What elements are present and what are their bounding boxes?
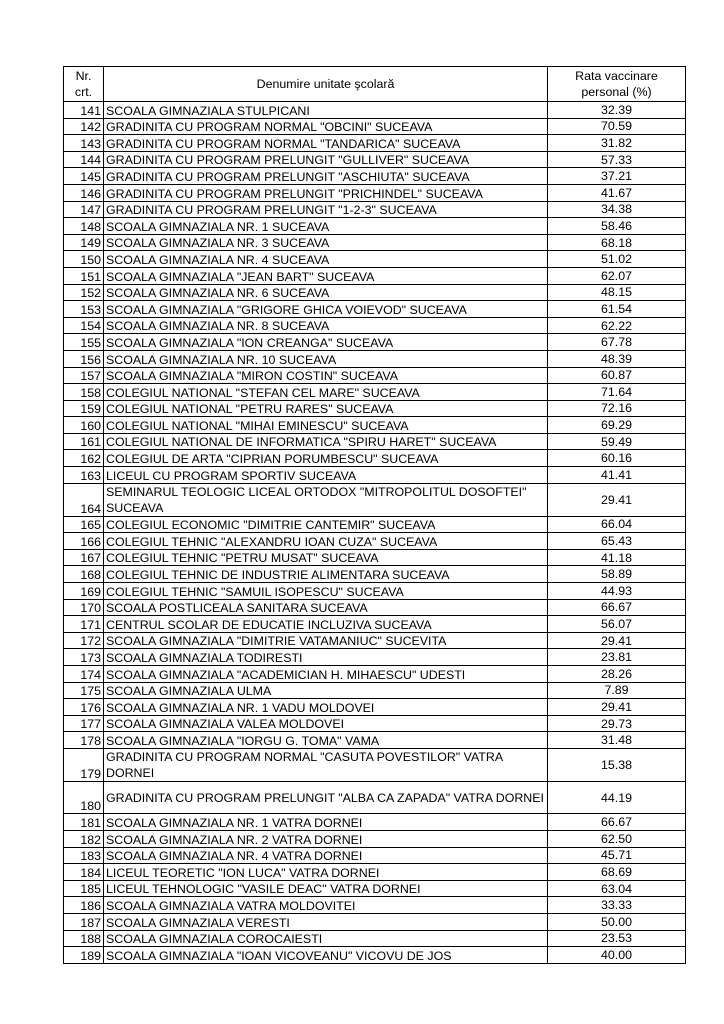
school-name: LICEUL CU PROGRAM SPORTIV SUCEAVA bbox=[104, 467, 548, 484]
school-name: SCOALA GIMNAZIALA NR. 1 VADU MOLDOVEI bbox=[104, 699, 548, 716]
row-number: 172 bbox=[64, 632, 104, 649]
school-name: GRADINITA CU PROGRAM NORMAL "TANDARICA" SUCEAVA bbox=[104, 135, 548, 152]
school-name: COLEGIUL NATIONAL "STEFAN CEL MARE" SUCEAVA bbox=[104, 384, 548, 401]
table-row bbox=[64, 682, 686, 699]
vaccination-rate: 33.33 bbox=[548, 897, 686, 914]
row-number: 150 bbox=[64, 251, 104, 268]
row-number: 186 bbox=[64, 897, 104, 914]
school-name: SCOALA GIMNAZIALA NR. 6 SUCEAVA bbox=[104, 284, 548, 301]
school-name: SCOALA GIMNAZIALA VATRA MOLDOVITEI bbox=[104, 897, 548, 914]
vaccination-rate: 23.53 bbox=[548, 930, 686, 947]
vaccination-rate: 61.54 bbox=[548, 301, 686, 318]
row-number: 176 bbox=[64, 699, 104, 716]
school-name: SCOALA GIMNAZIALA "IORGU G. TOMA" VAMA bbox=[104, 732, 548, 749]
vaccination-rate: 56.07 bbox=[548, 616, 686, 633]
vaccination-rate: 29.41 bbox=[548, 632, 686, 649]
row-number: 168 bbox=[64, 566, 104, 583]
school-name: LICEUL TEORETIC "ION LUCA" VATRA DORNEI bbox=[104, 864, 548, 881]
vaccination-rate: 72.16 bbox=[548, 400, 686, 417]
row-number: 164 bbox=[64, 483, 104, 516]
vaccination-rate: 66.67 bbox=[548, 599, 686, 616]
row-number: 184 bbox=[64, 864, 104, 881]
school-name: COLEGIUL TEHNIC "SAMUIL ISOPESCU" SUCEAVA bbox=[104, 583, 548, 600]
table-row bbox=[64, 251, 686, 268]
header-vaccination-rate: Rata vaccinare personal (%) bbox=[548, 67, 686, 102]
table-row bbox=[64, 102, 686, 119]
school-name: SCOALA GIMNAZIALA NR. 10 SUCEAVA bbox=[104, 350, 548, 367]
vaccination-rate: 59.49 bbox=[548, 433, 686, 450]
row-number: 149 bbox=[64, 234, 104, 251]
vaccination-rate: 70.59 bbox=[548, 118, 686, 135]
school-name: SCOALA GIMNAZIALA TODIRESTI bbox=[104, 649, 548, 666]
vaccination-rate: 34.38 bbox=[548, 201, 686, 218]
school-name: SCOALA GIMNAZIALA ULMA bbox=[104, 682, 548, 699]
table-row bbox=[64, 417, 686, 434]
school-name: GRADINITA CU PROGRAM PRELUNGIT "PRICHINDEL" SUCEAVA bbox=[104, 184, 548, 201]
vaccination-rate: 41.67 bbox=[548, 184, 686, 201]
table-row bbox=[64, 549, 686, 566]
vaccination-rate: 48.15 bbox=[548, 284, 686, 301]
row-number: 157 bbox=[64, 367, 104, 384]
row-number: 182 bbox=[64, 831, 104, 848]
table-row bbox=[64, 864, 686, 881]
table-row bbox=[64, 450, 686, 467]
row-number: 141 bbox=[64, 102, 104, 119]
row-number: 174 bbox=[64, 666, 104, 683]
vaccination-rate: 31.82 bbox=[548, 135, 686, 152]
vaccination-rate: 63.04 bbox=[548, 880, 686, 897]
vaccination-rate: 44.19 bbox=[548, 781, 686, 814]
vaccination-rate: 62.50 bbox=[548, 831, 686, 848]
vaccination-rate: 60.16 bbox=[548, 450, 686, 467]
vaccination-rate: 29.41 bbox=[548, 699, 686, 716]
vaccination-rate: 41.41 bbox=[548, 467, 686, 484]
school-name: GRADINITA CU PROGRAM NORMAL "OBCINI" SUCEAVA bbox=[104, 118, 548, 135]
vaccination-rate: 60.87 bbox=[548, 367, 686, 384]
school-name: COLEGIUL NATIONAL "PETRU RARES" SUCEAVA bbox=[104, 400, 548, 417]
row-number: 181 bbox=[64, 814, 104, 831]
table-row bbox=[64, 666, 686, 683]
school-name: SCOALA GIMNAZIALA "ION CREANGA" SUCEAVA bbox=[104, 334, 548, 351]
school-name: SCOALA GIMNAZIALA STULPICANI bbox=[104, 102, 548, 119]
vaccination-rate: 65.43 bbox=[548, 533, 686, 550]
row-number: 152 bbox=[64, 284, 104, 301]
table-row bbox=[64, 218, 686, 235]
row-number: 175 bbox=[64, 682, 104, 699]
row-number: 151 bbox=[64, 267, 104, 284]
vaccination-rate: 62.22 bbox=[548, 317, 686, 334]
table-row bbox=[64, 267, 686, 284]
school-name: COLEGIUL DE ARTA "CIPRIAN PORUMBESCU" SUCEAVA bbox=[104, 450, 548, 467]
school-name: COLEGIUL ECONOMIC "DIMITRIE CANTEMIR" SUCEAVA bbox=[104, 516, 548, 533]
row-number: 177 bbox=[64, 715, 104, 732]
table-row bbox=[64, 135, 686, 152]
row-number: 171 bbox=[64, 616, 104, 633]
table-row bbox=[64, 781, 686, 814]
vaccination-rate: 28.26 bbox=[548, 666, 686, 683]
vaccination-rate: 31.48 bbox=[548, 732, 686, 749]
table-row bbox=[64, 467, 686, 484]
school-name: GRADINITA CU PROGRAM PRELUNGIT "GULLIVER" SUCEAVA bbox=[104, 151, 548, 168]
vaccination-rate: 68.18 bbox=[548, 234, 686, 251]
table-row bbox=[64, 184, 686, 201]
row-number: 187 bbox=[64, 914, 104, 931]
table-row bbox=[64, 516, 686, 533]
table-row bbox=[64, 533, 686, 550]
vaccination-rate: 68.69 bbox=[548, 864, 686, 881]
row-number: 155 bbox=[64, 334, 104, 351]
table-header-row bbox=[64, 67, 686, 102]
table-row bbox=[64, 930, 686, 947]
row-number: 148 bbox=[64, 218, 104, 235]
vaccination-rate: 44.93 bbox=[548, 583, 686, 600]
vaccination-rate: 58.89 bbox=[548, 566, 686, 583]
table-row bbox=[64, 566, 686, 583]
row-number: 167 bbox=[64, 549, 104, 566]
row-number: 163 bbox=[64, 467, 104, 484]
vaccination-rate: 29.73 bbox=[548, 715, 686, 732]
school-name: SCOALA GIMNAZIALA VERESTI bbox=[104, 914, 548, 931]
table-row bbox=[64, 384, 686, 401]
row-number: 183 bbox=[64, 847, 104, 864]
school-name: GRADINITA CU PROGRAM NORMAL "CASUTA POVESTILOR" VATRA DORNEI bbox=[104, 748, 548, 781]
school-name: LICEUL TEHNOLOGIC "VASILE DEAC" VATRA DORNEI bbox=[104, 880, 548, 897]
table-row bbox=[64, 151, 686, 168]
row-number: 161 bbox=[64, 433, 104, 450]
school-name: SCOALA GIMNAZIALA "JEAN BART" SUCEAVA bbox=[104, 267, 548, 284]
school-name: SCOALA GIMNAZIALA COROCAIESTI bbox=[104, 930, 548, 947]
row-number: 185 bbox=[64, 880, 104, 897]
row-number: 180 bbox=[64, 781, 104, 814]
table-row bbox=[64, 831, 686, 848]
school-name: SCOALA GIMNAZIALA "ACADEMICIAN H. MIHAESCU" UDESTI bbox=[104, 666, 548, 683]
table-row bbox=[64, 599, 686, 616]
table-row bbox=[64, 748, 686, 781]
school-name: GRADINITA CU PROGRAM PRELUNGIT "1-2-3" SUCEAVA bbox=[104, 201, 548, 218]
school-name: SCOALA GIMNAZIALA NR. 1 VATRA DORNEI bbox=[104, 814, 548, 831]
row-number: 147 bbox=[64, 201, 104, 218]
vaccination-rate: 51.02 bbox=[548, 251, 686, 268]
vaccination-rate: 23.81 bbox=[548, 649, 686, 666]
row-number: 178 bbox=[64, 732, 104, 749]
row-number: 145 bbox=[64, 168, 104, 185]
school-name: GRADINITA CU PROGRAM PRELUNGIT "ALBA CA ZAPADA" VATRA DORNEI bbox=[104, 781, 548, 814]
row-number: 169 bbox=[64, 583, 104, 600]
row-number: 159 bbox=[64, 400, 104, 417]
school-name: COLEGIUL TEHNIC "PETRU MUSAT" SUCEAVA bbox=[104, 549, 548, 566]
row-number: 179 bbox=[64, 748, 104, 781]
school-name: SCOALA GIMNAZIALA NR. 4 VATRA DORNEI bbox=[104, 847, 548, 864]
vaccination-rate: 67.78 bbox=[548, 334, 686, 351]
table-row bbox=[64, 301, 686, 318]
table-row bbox=[64, 284, 686, 301]
row-number: 143 bbox=[64, 135, 104, 152]
vaccination-rate: 48.39 bbox=[548, 350, 686, 367]
table-row bbox=[64, 732, 686, 749]
header-school-name: Denumire unitate şcolară bbox=[104, 67, 548, 102]
row-number: 142 bbox=[64, 118, 104, 135]
vaccination-rate: 37.21 bbox=[548, 168, 686, 185]
school-name: CENTRUL SCOLAR DE EDUCATIE INCLUZIVA SUCEAVA bbox=[104, 616, 548, 633]
vaccination-rate: 58.46 bbox=[548, 218, 686, 235]
vaccination-rate: 41.18 bbox=[548, 549, 686, 566]
school-name: COLEGIUL NATIONAL DE INFORMATICA "SPIRU HARET" SUCEAVA bbox=[104, 433, 548, 450]
school-name: SCOALA GIMNAZIALA "IOAN VICOVEANU" VICOVU DE JOS bbox=[104, 947, 548, 964]
vaccination-rate: 32.39 bbox=[548, 102, 686, 119]
vaccination-rate: 66.67 bbox=[548, 814, 686, 831]
table-row bbox=[64, 847, 686, 864]
row-number: 166 bbox=[64, 533, 104, 550]
vaccination-rate: 66.04 bbox=[548, 516, 686, 533]
table-row bbox=[64, 897, 686, 914]
vaccination-rate: 62.07 bbox=[548, 267, 686, 284]
table-row bbox=[64, 947, 686, 964]
school-name: SCOALA GIMNAZIALA NR. 4 SUCEAVA bbox=[104, 251, 548, 268]
row-number: 156 bbox=[64, 350, 104, 367]
vaccination-rate: 57.33 bbox=[548, 151, 686, 168]
table-row bbox=[64, 118, 686, 135]
table-body bbox=[64, 102, 686, 964]
table-row bbox=[64, 334, 686, 351]
school-name: COLEGIUL TEHNIC "ALEXANDRU IOAN CUZA" SUCEAVA bbox=[104, 533, 548, 550]
school-name: SCOALA GIMNAZIALA VALEA MOLDOVEI bbox=[104, 715, 548, 732]
row-number: 144 bbox=[64, 151, 104, 168]
table-row bbox=[64, 814, 686, 831]
table-row bbox=[64, 201, 686, 218]
header-nr-crt: Nr. crt. bbox=[64, 67, 104, 102]
table-row bbox=[64, 914, 686, 931]
vaccination-rate: 40.00 bbox=[548, 947, 686, 964]
school-name: SCOALA GIMNAZIALA "MIRON COSTIN" SUCEAVA bbox=[104, 367, 548, 384]
row-number: 146 bbox=[64, 184, 104, 201]
school-name: SCOALA GIMNAZIALA NR. 1 SUCEAVA bbox=[104, 218, 548, 235]
table-row bbox=[64, 433, 686, 450]
vaccination-rate: 69.29 bbox=[548, 417, 686, 434]
school-name: SCOALA GIMNAZIALA NR. 8 SUCEAVA bbox=[104, 317, 548, 334]
school-name: SCOALA POSTLICEALA SANITARA SUCEAVA bbox=[104, 599, 548, 616]
table-row bbox=[64, 400, 686, 417]
vaccination-rate-table bbox=[63, 66, 686, 964]
row-number: 158 bbox=[64, 384, 104, 401]
school-name: SCOALA GIMNAZIALA NR. 2 VATRA DORNEI bbox=[104, 831, 548, 848]
vaccination-rate: 45.71 bbox=[548, 847, 686, 864]
table-row bbox=[64, 880, 686, 897]
row-number: 188 bbox=[64, 930, 104, 947]
table-row bbox=[64, 234, 686, 251]
vaccination-rate: 50.00 bbox=[548, 914, 686, 931]
table-row bbox=[64, 168, 686, 185]
school-name: SCOALA GIMNAZIALA NR. 3 SUCEAVA bbox=[104, 234, 548, 251]
table-row bbox=[64, 632, 686, 649]
vaccination-rate: 15.38 bbox=[548, 748, 686, 781]
school-name: GRADINITA CU PROGRAM PRELUNGIT "ASCHIUTA" SUCEAVA bbox=[104, 168, 548, 185]
table-row bbox=[64, 583, 686, 600]
row-number: 162 bbox=[64, 450, 104, 467]
row-number: 189 bbox=[64, 947, 104, 964]
school-name: SEMINARUL TEOLOGIC LICEAL ORTODOX "MITROPOLITUL DOSOFTEI" SUCEAVA bbox=[104, 483, 548, 516]
vaccination-rate: 71.64 bbox=[548, 384, 686, 401]
school-name: COLEGIUL TEHNIC DE INDUSTRIE ALIMENTARA SUCEAVA bbox=[104, 566, 548, 583]
table-row bbox=[64, 649, 686, 666]
table-row bbox=[64, 350, 686, 367]
table-row bbox=[64, 715, 686, 732]
table-row bbox=[64, 616, 686, 633]
row-number: 165 bbox=[64, 516, 104, 533]
school-name: SCOALA GIMNAZIALA "DIMITRIE VATAMANIUC" SUCEVITA bbox=[104, 632, 548, 649]
row-number: 160 bbox=[64, 417, 104, 434]
table-row bbox=[64, 699, 686, 716]
school-name: SCOALA GIMNAZIALA "GRIGORE GHICA VOIEVOD" SUCEAVA bbox=[104, 301, 548, 318]
table-row bbox=[64, 483, 686, 516]
row-number: 170 bbox=[64, 599, 104, 616]
vaccination-rate: 7.89 bbox=[548, 682, 686, 699]
row-number: 154 bbox=[64, 317, 104, 334]
row-number: 153 bbox=[64, 301, 104, 318]
row-number: 173 bbox=[64, 649, 104, 666]
vaccination-rate: 29.41 bbox=[548, 483, 686, 516]
table-row bbox=[64, 317, 686, 334]
table-row bbox=[64, 367, 686, 384]
school-name: COLEGIUL NATIONAL "MIHAI EMINESCU" SUCEAVA bbox=[104, 417, 548, 434]
